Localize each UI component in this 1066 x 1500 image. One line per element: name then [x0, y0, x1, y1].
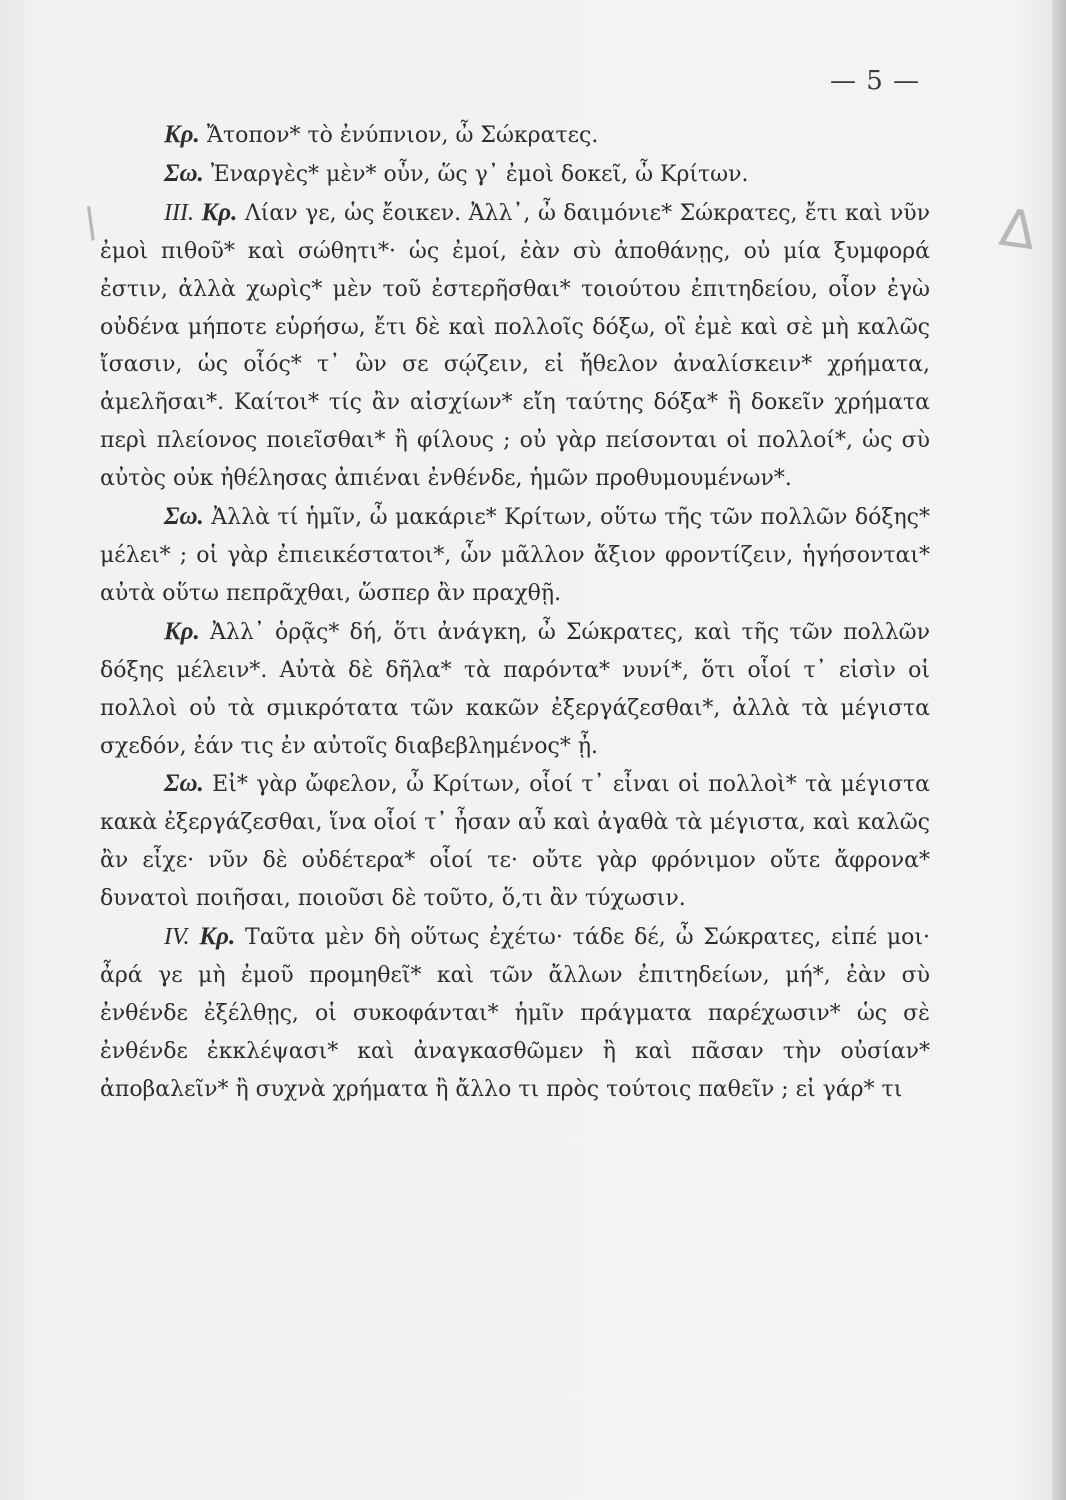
dialogue-paragraph: [100, 116, 930, 155]
speaker-label: Σω.: [164, 770, 204, 798]
speaker-label: Κρ.: [199, 923, 236, 951]
section-number: III.: [164, 199, 194, 226]
dialogue-paragraph: [100, 498, 930, 613]
dialogue-paragraph: [100, 194, 930, 498]
paragraph-text: Ταῦτα μὲν δὴ οὕτως ἐχέτω· τάδε δέ, ὦ Σώκρατες, εἰπέ μοι· ἆρά γε μὴ ἐμοῦ προμηθεῖ* καὶ τῶν ἄλλων ἐπιτηδείων, μή*, ἐὰν σὺ ἐνθένδε ἐξέλθῃς, οἱ συκοφάνται* ἡμῖν πράγματα παρέχωσιν* ὡς σὲ ἐνθένδε ἐκκλέψασι* καὶ ἀναγκασθῶμεν ἢ καὶ πᾶσαν τὴν οὐσίαν* ἀποβαλεῖν* ἢ συχνὰ χρήματα ἢ ἄλλο τι πρὸς τούτοις παθεῖν ; εἰ γάρ* τι: [100, 925, 930, 1102]
pencil-mark-margin: /: [74, 199, 107, 247]
section-number: IV.: [164, 924, 190, 951]
speaker-label: Σω.: [164, 503, 204, 531]
page-edge-shadow: [1052, 0, 1066, 1500]
paragraph-text: Ἐναργὲς* μὲν* οὖν, ὥς γ᾽ ἐμοὶ δοκεῖ, ὦ Κρίτων.: [210, 161, 749, 187]
dialogue-paragraph: [100, 155, 930, 194]
dialogue-paragraph: [100, 765, 930, 918]
page-number: — 5 —: [829, 66, 921, 96]
dialogue-paragraph: [100, 613, 930, 766]
paragraph-text: Ἀλλὰ τί ἡμῖν, ὦ μακάριε* Κρίτων, οὕτω τῆς τῶν πολλῶν δόξης* μέλει* ; οἱ γὰρ ἐπιεικέστατοι*, ὧν μᾶλλον ἄξιον φροντίζειν, ἡγήσονται* αὐτὰ οὕτω πεπρᾶχθαι, ὥσπερ ἂν πραχθῇ.: [100, 505, 930, 606]
speaker-label: Κρ.: [164, 121, 200, 148]
dialogue-paragraph: [100, 918, 930, 1109]
paragraph-text: Ἀλλ᾽ ὁρᾷς* δή, ὅτι ἀνάγκη, ὦ Σώκρατες, καὶ τῆς τῶν πολλῶν δόξης μέλειν*. Αὐτὰ δὲ δῆλα* τὰ παρόντα* νυνί*, ὅτι οἷοί τ᾽ εἰσὶν οἱ πολλοὶ οὐ τὰ σμικρότατα τῶν κακῶν ἐξεργάζεσθαι*, ἀλλὰ τὰ μέγιστα σχεδόν, ἐάν τις ἐν αὐτοῖς διαβεβλημένος* ᾖ.: [100, 619, 930, 759]
dialogue-text: [100, 116, 930, 1109]
paragraph-text: Εἰ* γὰρ ὤφελον, ὦ Κρίτων, οἷοί τ᾽ εἶναι οἱ πολλοὶ* τὰ μέγιστα κακὰ ἐξεργάζεσθαι, ἵνα οἷοί τ᾽ ἦσαν αὖ καὶ ἀγαθὰ τὰ μέγιστα, καὶ καλῶς ἂν εἶχε· νῦν δὲ οὐδέτερα* οἷοί τε· οὔτε γὰρ φρόνιμον οὔτε ἄφρονα* δυνατοὶ ποιῆσαι, ποιοῦσι δὲ τοῦτο, ὅ,τι ἂν τύχωσιν.: [100, 772, 930, 912]
paragraph-text: Λίαν γε, ὡς ἔοικεν. Ἀλλ᾽, ὦ δαιμόνιε* Σώκρατες, ἔτι καὶ νῦν ἐμοὶ πιθοῦ* καὶ σώθητι*· ὡς ἐμοί, ἐὰν σὺ ἀποθάνῃς, οὐ μία ξυμφορά ἐστιν, ἀλλὰ χωρὶς* μὲν τοῦ ἐστερῆσθαι* τοιούτου ἐπιτηδείου, οἷον ἐγὼ οὐδένα μήποτε εὑρήσω, ἔτι δὲ καὶ πολλοῖς δόξω, οἳ ἐμὲ καὶ σὲ μὴ καλῶς ἴσασιν, ὡς οἷός* τ᾽ ὢν σε σῴζειν, εἰ ἤθελον ἀναλίσκειν* χρήματα, ἀμελῆσαι*. Καίτοι* τίς ἂν αἰσχίων* εἴη ταύτης δόξα* ἢ δοκεῖν χρήματα περὶ πλείονος ποιεῖσθαι* ἢ φίλους ; οὐ γὰρ πείσονται οἱ πολλοί*, ὡς σὺ αὐτὸς οὐκ ἠθέλησας ἀπιέναι ἐνθένδε, ἡμῶν προθυμουμένων*.: [100, 200, 931, 492]
speaker-label: Σω.: [164, 159, 204, 187]
speaker-label: Κρ.: [201, 198, 238, 226]
pencil-mark-delta: Δ: [995, 197, 1040, 263]
speaker-label: Κρ.: [164, 617, 200, 645]
paragraph-text: Ἄτοπον* τὸ ἐνύπνιον, ὦ Σώκρατες.: [206, 123, 599, 148]
